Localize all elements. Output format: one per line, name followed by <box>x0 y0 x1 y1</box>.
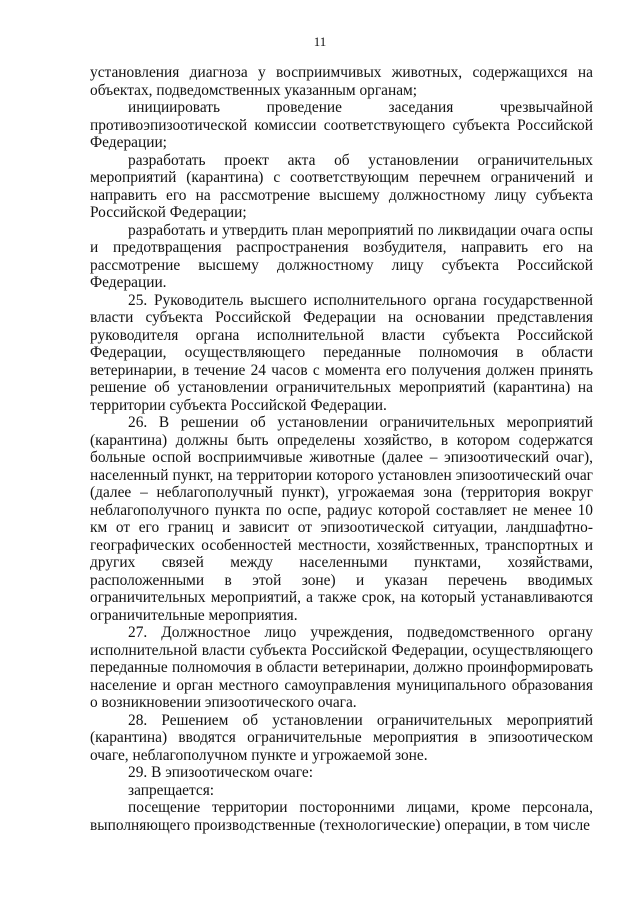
paragraph-prohibited: запрещается: <box>128 781 215 799</box>
paragraph-diagnosis-continuation: установления диагноза у восприимчивых животных, содержащихся на объектах, подведомственных указанным органам; <box>90 64 593 99</box>
document-body <box>90 64 593 834</box>
paragraph-action-plan: разработать и утвердить план мероприятий по ликвидации очага оспы и предотвращения распространения возбудителя, направить его на рассмотрение высшему должностному лицу субъекта Российской Федерации. <box>90 221 593 291</box>
paragraph-item-29: 29. В эпизоотическом очаге: <box>128 764 313 781</box>
paragraph-item-27: 27. Должностное лицо учреждения, подведомственного органу исполнительной власти субъекта Российской Федерации, осуществляющего переданные полномочия в области ветеринарии, должно проинформировать население и орган местного самоуправления муниципального образования о возникновении эпизоотического очага. <box>90 624 593 711</box>
page-number: 11 <box>313 34 327 49</box>
paragraph-draft-act: разработать проект акта об установлении ограничительных мероприятий (карантина) с соответствующим перечнем ограничений и направить его на рассмотрение высшему должностному лицу субъекта Российской Федерации; <box>90 151 593 221</box>
paragraph-visit-restriction: посещение территории посторонними лицами, кроме персонала, выполняющего производственные (технологические) операции, в том числе <box>90 799 593 834</box>
paragraph-item-26: 26. В решении об установлении ограничительных мероприятий (карантина) должны быть определены хозяйство, в котором содержатся больные оспой восприимчивые животные (далее – эпизоотический очаг), населенный пункт, на территории которого установлен эпизоотический очаг (далее – неблагополучный пункт), угрожаемая зона (территория вокруг неблагополучного пункта по оспе, радиус которой составляет не менее 10 км от его границ и зависит от эпизоотической ситуации, ландшафтно-географических особенностей местности, хозяйственных, транспортных и других связей между населенными пунктами, хозяйствами, расположенными в этой зоне) и указан перечень вводимых ограничительных мероприятий, а также срок, на который устанавливаются ограничительные мероприятия. <box>90 414 593 624</box>
paragraph-item-25: 25. Руководитель высшего исполнительного органа государственной власти субъекта Российской Федерации на основании представления руководителя органа исполнительной власти субъекта Российской Федерации, осуществляющего переданные полномочия в области ветеринарии, в течение 24 часов с момента его получения должен принять решение об установлении ограничительных мероприятий (карантина) на территории субъекта Российской Федерации. <box>90 291 593 414</box>
paragraph-item-28: 28. Решением об установлении ограничительных мероприятий (карантина) вводятся ограничительные мероприятия в эпизоотическом очаге, неблагополучном пункте и угрожаемой зоне. <box>90 711 593 764</box>
paragraph-initiate-commission: инициировать проведение заседания чрезвычайной противоэпизоотической комиссии соответствующего субъекта Российской Федерации; <box>90 99 593 151</box>
